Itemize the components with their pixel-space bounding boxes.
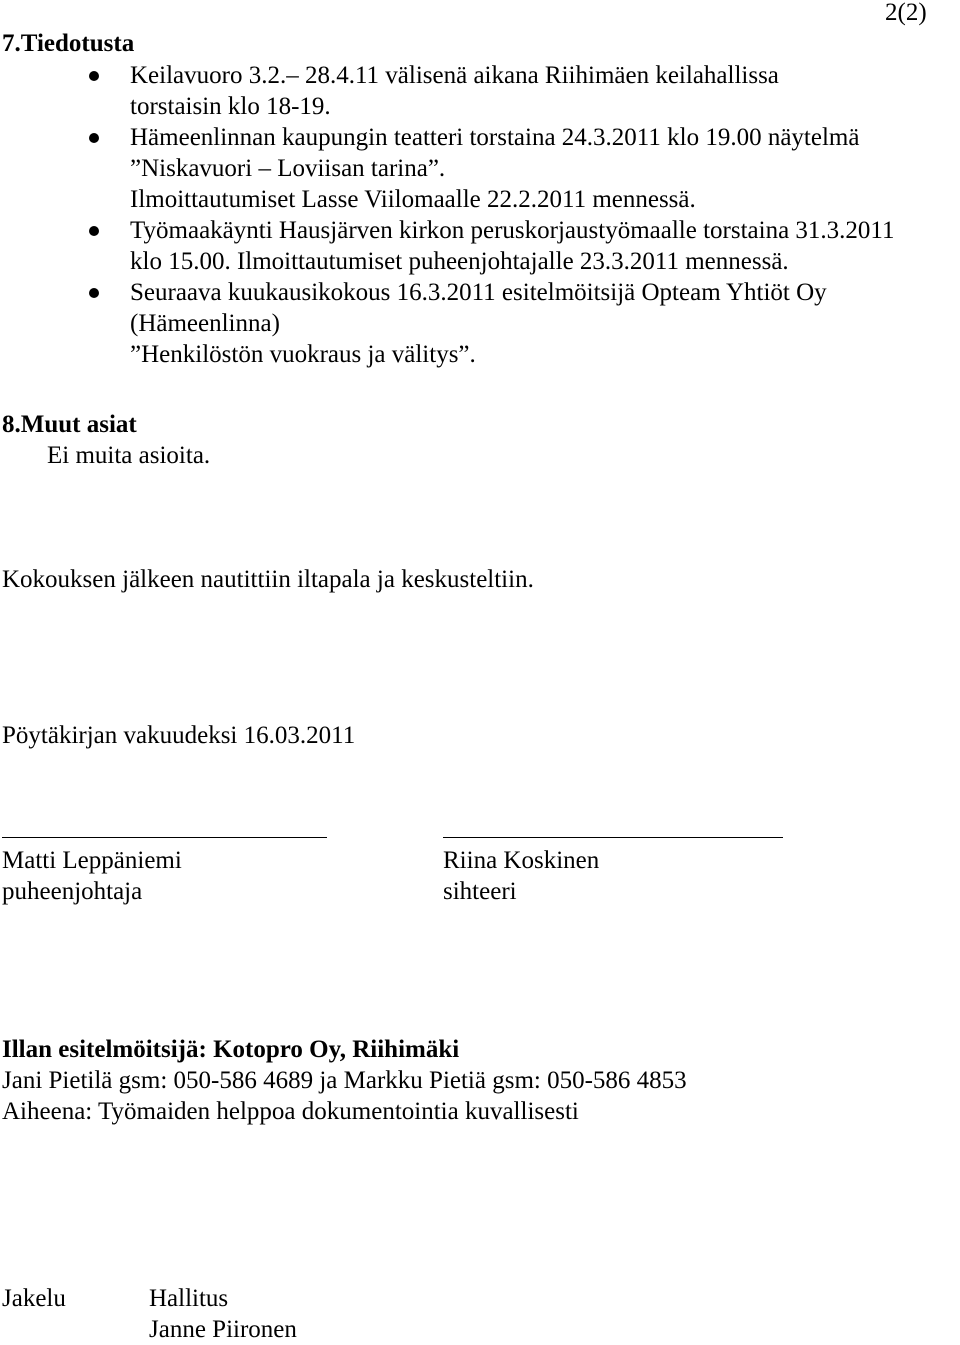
signer-role: sihteeri (443, 878, 517, 905)
distribution-recipient: Hallitus (149, 1285, 229, 1312)
list-item-line: Työmaakäynti Hausjärven kirkon peruskorjaustyömaalle torstaina 31.3.2011 (130, 217, 895, 244)
closing-text: Kokouksen jälkeen nautittiin iltapala ja keskusteltiin. (2, 566, 534, 593)
section-text: Ei muita asioita. (47, 442, 211, 469)
list-item-line: (Hämeenlinna) (130, 310, 280, 337)
section-heading-other-matters: 8.Muut asiat (2, 411, 137, 438)
speaker-contacts: Jani Pietilä gsm: 050-586 4689 ja Markku Pietiä gsm: 050-586 4853 (2, 1067, 687, 1094)
bullet-icon (89, 71, 99, 81)
verification-text: Pöytäkirjan vakuudeksi 16.03.2011 (2, 722, 356, 749)
speaker-heading: Illan esitelmöitsijä: Kotopro Oy, Riihimäki (2, 1036, 460, 1063)
speaker-topic: Aiheena: Työmaiden helppoa dokumentointia kuvallisesti (2, 1098, 579, 1125)
signer-name: Matti Leppäniemi (2, 847, 182, 874)
list-item-line: Ilmoittautumiset Lasse Viilomaalle 22.2.2011 mennessä. (130, 186, 696, 213)
signature-line (2, 837, 327, 838)
distribution-label: Jakelu (2, 1285, 66, 1312)
list-item-line: ”Niskavuori – Loviisan tarina”. (130, 155, 446, 182)
signature-line (443, 837, 783, 838)
list-item-line: Seuraava kuukausikokous 16.3.2011 esitelmöitsijä Opteam Yhtiöt Oy (130, 279, 827, 306)
list-item-line: klo 15.00. Ilmoittautumiset puheenjohtajalle 23.3.2011 mennessä. (130, 248, 789, 275)
signer-role: puheenjohtaja (2, 878, 143, 905)
list-item-line: Hämeenlinnan kaupungin teatteri torstaina 24.3.2011 klo 19.00 näytelmä (130, 124, 860, 151)
section-heading-announcements: 7.Tiedotusta (2, 30, 135, 57)
bullet-icon (89, 133, 99, 143)
bullet-icon (89, 288, 99, 298)
page-number: 2(2) (885, 0, 927, 26)
list-item-line: ”Henkilöstön vuokraus ja välitys”. (130, 341, 476, 368)
bullet-icon (89, 226, 99, 236)
list-item-line: Keilavuoro 3.2.– 28.4.11 välisenä aikana Riihimäen keilahallissa (130, 62, 779, 89)
list-item-line: torstaisin klo 18-19. (130, 93, 331, 120)
distribution-recipient: Janne Piironen (149, 1316, 297, 1343)
signer-name: Riina Koskinen (443, 847, 600, 874)
